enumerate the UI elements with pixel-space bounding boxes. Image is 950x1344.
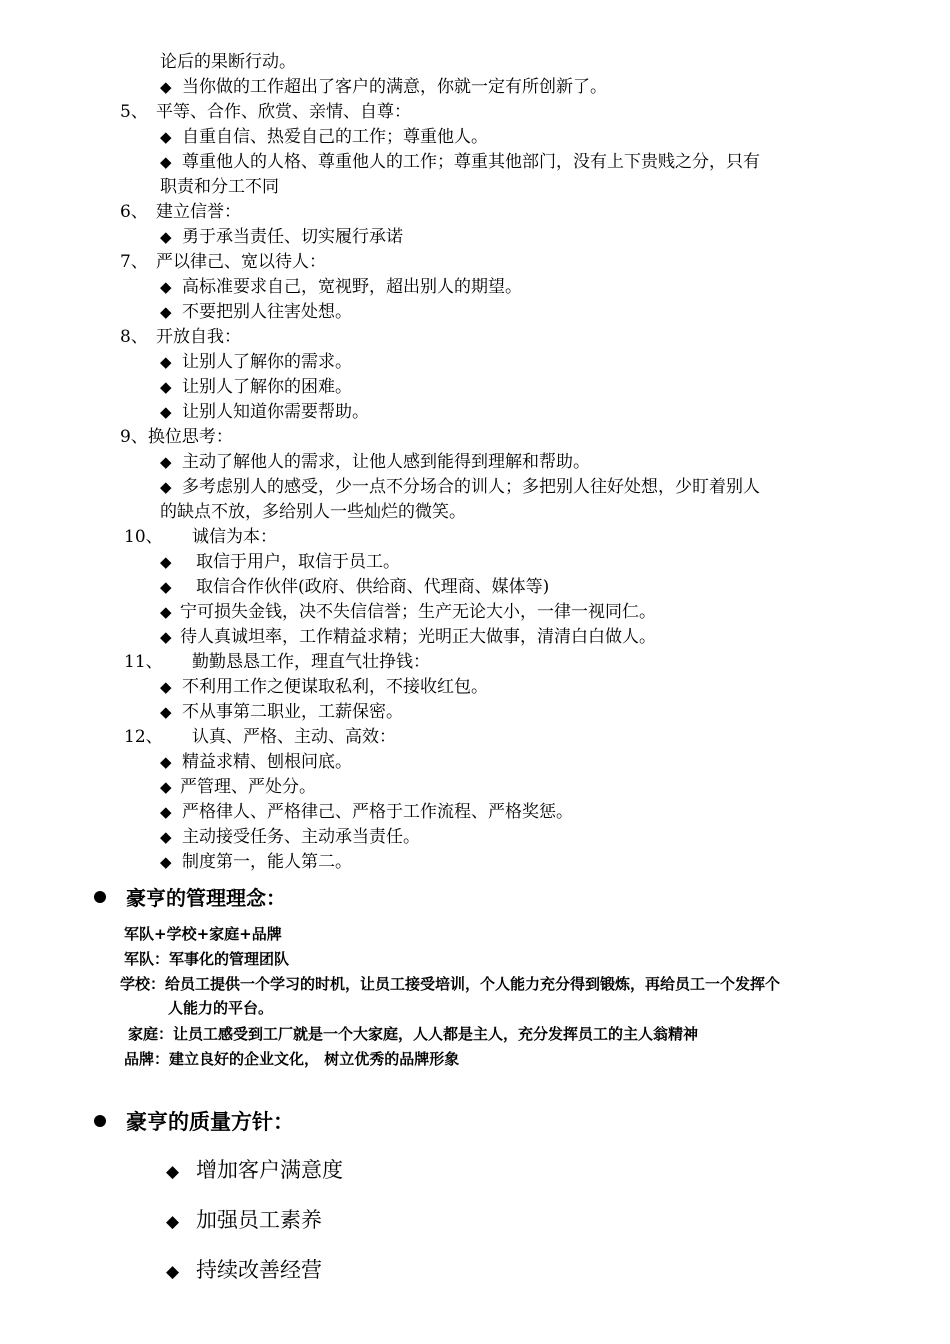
diamond-bullet-icon: ◆ <box>160 628 172 646</box>
bullet-item: ◆ 高标准要求自己，宽视野，超出别人的期望。 <box>160 277 522 297</box>
quality-item: ◆ 加强员工素养 <box>166 1205 322 1237</box>
bullet-item: ◆ 不利用工作之便谋取私利，不接收红包。 <box>160 677 488 697</box>
circle-bullet-icon <box>94 891 106 903</box>
diamond-bullet-icon: ◆ <box>160 828 172 846</box>
mgmt-line: 军队+学校+家庭+品牌 <box>124 925 282 943</box>
bullet-item: ◆ 严管理、严处分。 <box>160 777 316 797</box>
bullet-item: ◆ 主动了解他人的需求，让他人感到能得到理解和帮助。 <box>160 452 590 472</box>
bullet-item: ◆ 让别人了解你的需求。 <box>160 352 352 372</box>
diamond-bullet-icon: ◆ <box>166 1212 180 1232</box>
bullet-item: ◆ 尊重他人的人格、尊重他人的工作；尊重其他部门，没有上下贵贱之分，只有 <box>160 152 760 172</box>
section-heading: 10、 诚信为本： <box>124 527 277 547</box>
diamond-bullet-icon: ◆ <box>160 753 172 771</box>
text-line: 职责和分工不同 <box>160 177 279 197</box>
diamond-bullet-icon: ◆ <box>160 453 172 471</box>
diamond-bullet-icon: ◆ <box>160 228 172 246</box>
mgmt-line: 军队：军事化的管理团队 <box>124 950 290 968</box>
bullet-item: ◆ 自重自信、热爱自己的工作；尊重他人。 <box>160 127 488 147</box>
mgmt-line: 学校：给员工提供一个学习的时机，让员工接受培训，个人能力充分得到锻炼，再给员工一个发挥个 <box>120 975 781 993</box>
quality-item: ◆ 持续改善经营 <box>166 1255 322 1287</box>
bullet-item: ◆ 制度第一，能人第二。 <box>160 852 352 872</box>
bullet-item: ◆ 待人真诚坦率，工作精益求精；光明正大做事，清清白白做人。 <box>160 627 656 647</box>
diamond-bullet-icon: ◆ <box>160 153 172 171</box>
section-heading: 6、 建立信誉： <box>120 202 241 222</box>
diamond-bullet-icon: ◆ <box>160 478 172 496</box>
mgmt-heading: 豪亨的管理理念： <box>94 884 286 912</box>
quality-item: ◆ 增加客户满意度 <box>166 1155 343 1187</box>
bullet-item: ◆ 精益求精、刨根问底。 <box>160 752 352 772</box>
bullet-item: ◆ 多考虑别人的感受，少一点不分场合的训人；多把别人往好处想，少盯着别人 <box>160 477 760 497</box>
diamond-bullet-icon: ◆ <box>160 803 172 821</box>
mgmt-line: 家庭：让员工感受到工厂就是一个大家庭，人人都是主人，充分发挥员工的主人翁精神 <box>128 1025 699 1043</box>
bullet-item: ◆ 主动接受任务、主动承当责任。 <box>160 827 420 847</box>
diamond-bullet-icon: ◆ <box>166 1162 180 1182</box>
section-heading: 9、换位思考： <box>120 427 233 447</box>
section-heading: 11、 勤勤恳恳工作，理直气壮挣钱： <box>124 652 430 672</box>
diamond-bullet-icon: ◆ <box>166 1262 180 1282</box>
diamond-bullet-icon: ◆ <box>160 278 172 296</box>
bullet-item: ◆ 宁可损失金钱，决不失信信誉；生产无论大小，一律一视同仁。 <box>160 602 656 622</box>
diamond-bullet-icon: ◆ <box>160 703 172 721</box>
bullet-item: ◆ 不要把别人往害处想。 <box>160 302 352 322</box>
diamond-bullet-icon: ◆ <box>160 553 172 571</box>
diamond-bullet-icon: ◆ <box>160 353 172 371</box>
section-heading: 5、 平等、合作、欣赏、亲情、自尊： <box>120 102 411 122</box>
diamond-bullet-icon: ◆ <box>160 578 172 596</box>
bullet-item: ◆ 当你做的工作超出了客户的满意，你就一定有所创新了。 <box>160 77 607 97</box>
bullet-item: ◆ 严格律人、严格律己、严格于工作流程、严格奖惩。 <box>160 802 573 822</box>
diamond-bullet-icon: ◆ <box>160 603 172 621</box>
diamond-bullet-icon: ◆ <box>160 678 172 696</box>
section-heading: 7、 严以律己、宽以待人： <box>120 252 326 272</box>
bullet-item: ◆ 让别人了解你的困难。 <box>160 377 352 397</box>
diamond-bullet-icon: ◆ <box>160 853 172 871</box>
diamond-bullet-icon: ◆ <box>160 303 172 321</box>
text-line: 的缺点不放，多给别人一些灿烂的微笑。 <box>160 502 466 522</box>
section-heading: 8、 开放自我： <box>120 327 241 347</box>
diamond-bullet-icon: ◆ <box>160 128 172 146</box>
bullet-item: ◆ 不从事第二职业，工薪保密。 <box>160 702 403 722</box>
diamond-bullet-icon: ◆ <box>160 378 172 396</box>
quality-heading: 豪亨的质量方针： <box>94 1108 294 1136</box>
text-line: 论后的果断行动。 <box>160 52 296 72</box>
diamond-bullet-icon: ◆ <box>160 78 172 96</box>
diamond-bullet-icon: ◆ <box>160 403 172 421</box>
bullet-item: ◆ 让别人知道你需要帮助。 <box>160 402 369 422</box>
mgmt-line: 人能力的平台。 <box>168 999 274 1017</box>
circle-bullet-icon <box>94 1115 106 1127</box>
bullet-item: ◆ 勇于承当责任、切实履行承诺 <box>160 227 403 247</box>
mgmt-line: 品牌：建立良好的企业文化， 树立优秀的品牌形象 <box>124 1050 460 1068</box>
diamond-bullet-icon: ◆ <box>160 778 172 796</box>
bullet-item: ◆ 取信于用户，取信于员工。 <box>160 552 400 572</box>
bullet-item: ◆ 取信合作伙伴(政府、供给商、代理商、媒体等) <box>160 577 550 597</box>
section-heading: 12、 认真、严格、主动、高效： <box>124 727 396 747</box>
